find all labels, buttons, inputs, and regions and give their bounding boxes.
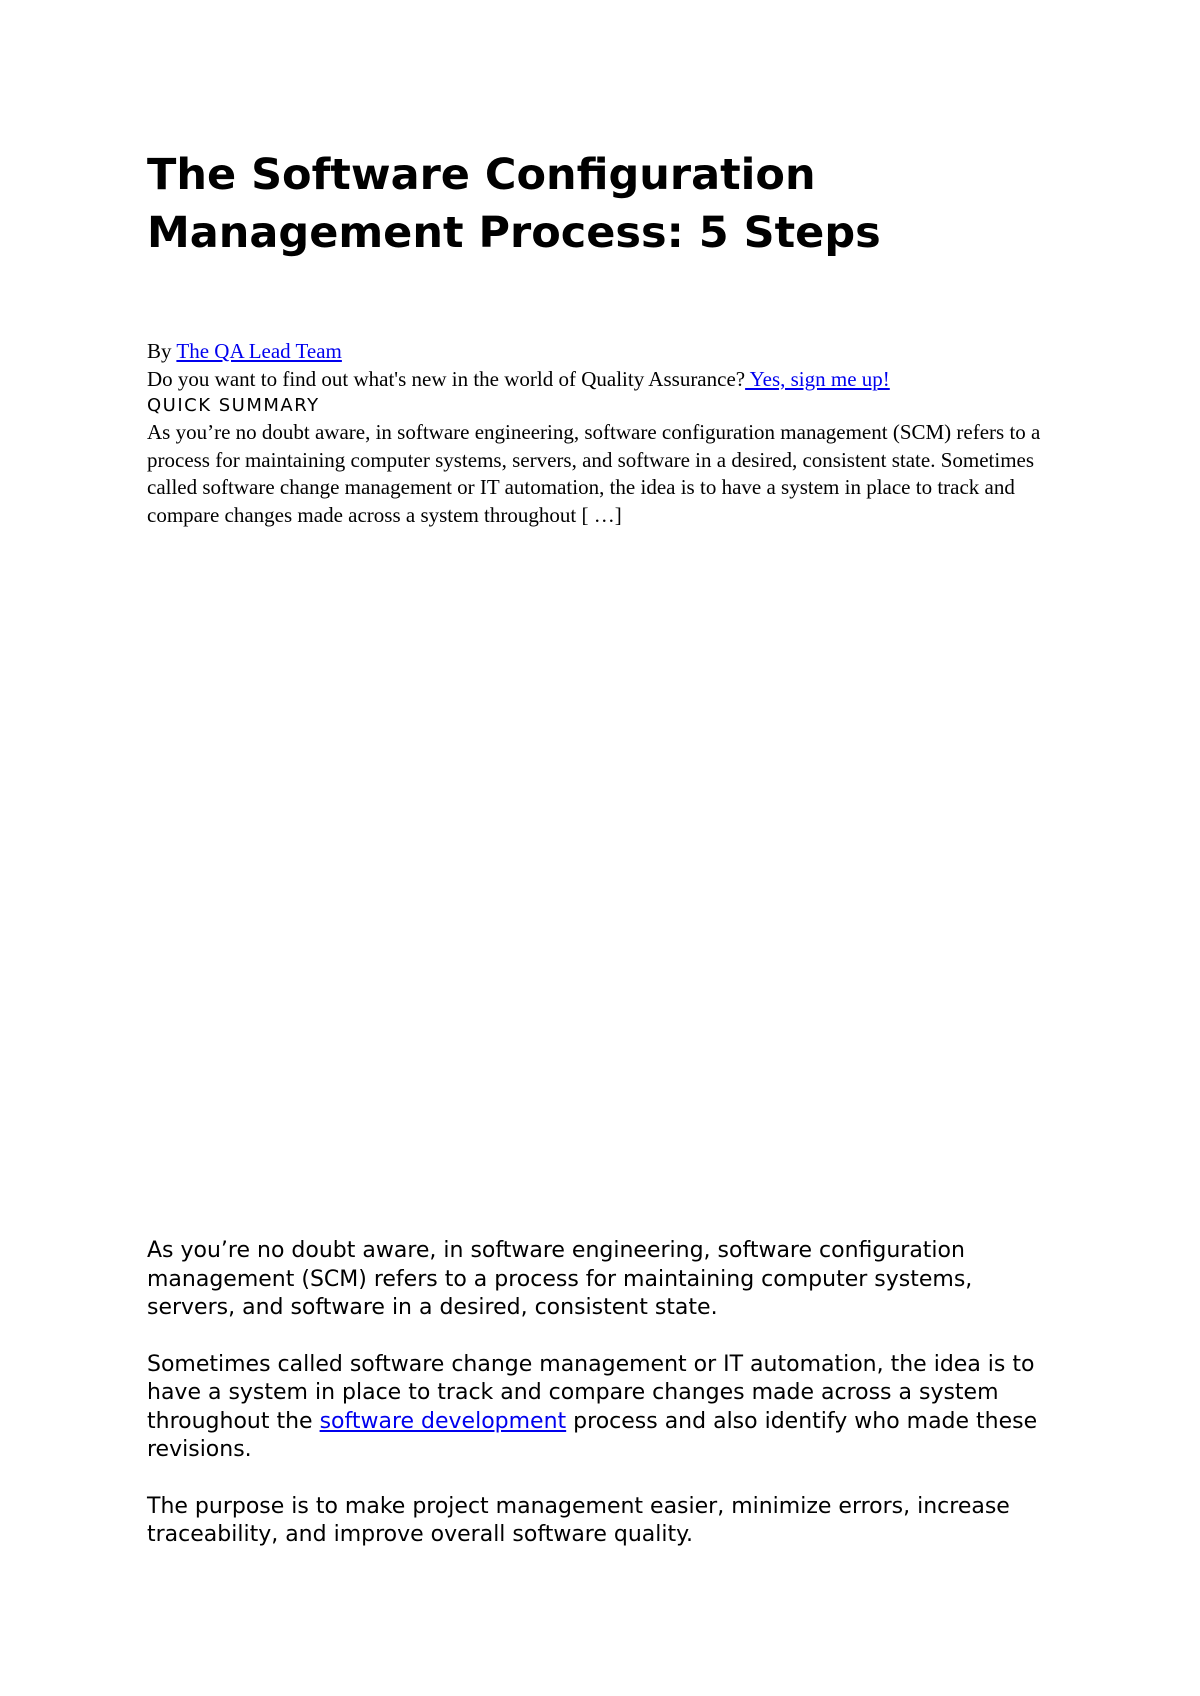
article-meta [147,338,1057,529]
paragraph-2-after: process and also identify who made these revisions. [147,1408,1038,1462]
signup-link[interactable]: Yes, sign me up! [745,366,890,391]
title-line-1: The Software Configuration [147,150,816,200]
article-body [147,1237,1067,1578]
quick-summary-excerpt: As you’re no doubt aware, in software engineering, software configuration management (SCM) refers to a process for maintaining computer systems, servers, and software in a desired, consistent state. Sometimes called software change management or IT automation, the idea is to have a system in place to track and compare changes made across a system throughout [ …] [147,420,1041,527]
software-development-link[interactable]: software development [319,1408,567,1434]
byline-prefix: By [147,339,177,363]
paragraph-1: As you’re no doubt aware, in software engineering, software configuration management (SCM) refers to a process for maintaining computer systems, servers, and software in a desired, consistent state. [147,1238,973,1320]
signup-text: Do you want to find out what's new in the world of Quality Assurance? [147,366,746,391]
quick-summary-label: QUICK SUMMARY [147,395,320,416]
paragraph-3: The purpose is to make project management easier, minimize errors, increase traceability, and improve overall software quality. [147,1493,1010,1547]
paragraph-2-before: Sometimes called software change management or IT automation, the idea is to have a system in place to track and compare changes made across a system throughout the [147,1351,1035,1434]
author-link[interactable]: The QA Lead Team [176,339,342,363]
page-title [147,146,1047,262]
byline [147,338,1057,366]
title-line-2: Management Process: 5 Steps [147,208,881,258]
paragraph-2 [147,1351,1067,1465]
signup-prompt [147,366,1057,394]
